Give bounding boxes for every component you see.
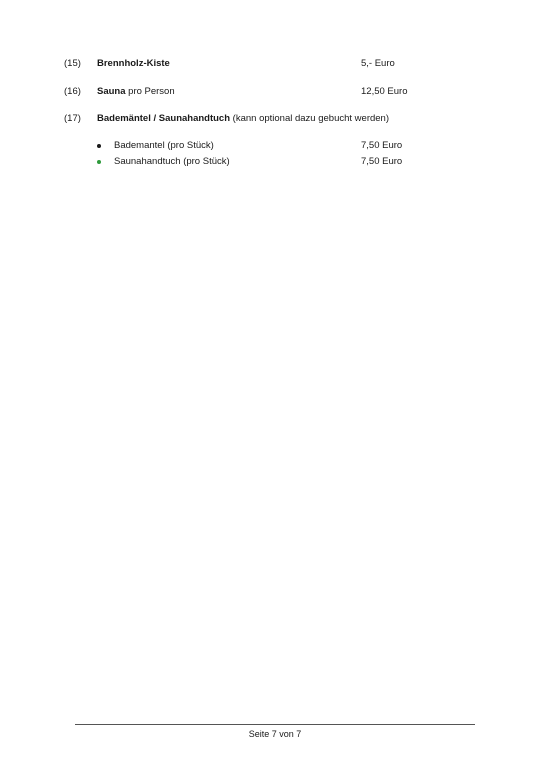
page-number: Seite 7 von 7 — [248, 729, 302, 739]
sub-item-label: Saunahandtuch (pro Stück) — [114, 156, 230, 167]
sub-item-price: 7,50 Euro — [361, 156, 403, 167]
item-title-bold: Brennholz-Kiste — [97, 58, 170, 69]
item-title-bold: Bademäntel / Saunahandtuch — [97, 113, 231, 124]
item-description — [97, 85, 175, 99]
sub-item-label: Bademantel (pro Stück) — [114, 140, 214, 151]
item-description — [97, 112, 389, 126]
item-title-rest: pro Person — [125, 86, 175, 97]
item-number: (16) — [64, 86, 81, 97]
item-number: (15) — [64, 58, 81, 69]
item-price: 5,- Euro — [361, 58, 395, 69]
bullet-icon — [97, 144, 101, 148]
sub-list-item-bademantel — [95, 139, 495, 153]
item-price: 12,50 Euro — [361, 86, 408, 97]
sub-list-item-saunahandtuch — [95, 155, 495, 169]
list-item-17 — [64, 112, 484, 126]
item-title-rest: (kann optional dazu gebucht werden) — [230, 113, 389, 124]
list-item-16 — [64, 85, 484, 99]
footer-divider — [75, 724, 475, 725]
sub-item-price: 7,50 Euro — [361, 140, 403, 151]
item-title-bold: Sauna — [97, 86, 126, 97]
item-number: (17) — [64, 113, 81, 124]
bullet-icon — [97, 160, 101, 164]
item-description — [97, 57, 170, 71]
list-item-15 — [64, 57, 484, 71]
